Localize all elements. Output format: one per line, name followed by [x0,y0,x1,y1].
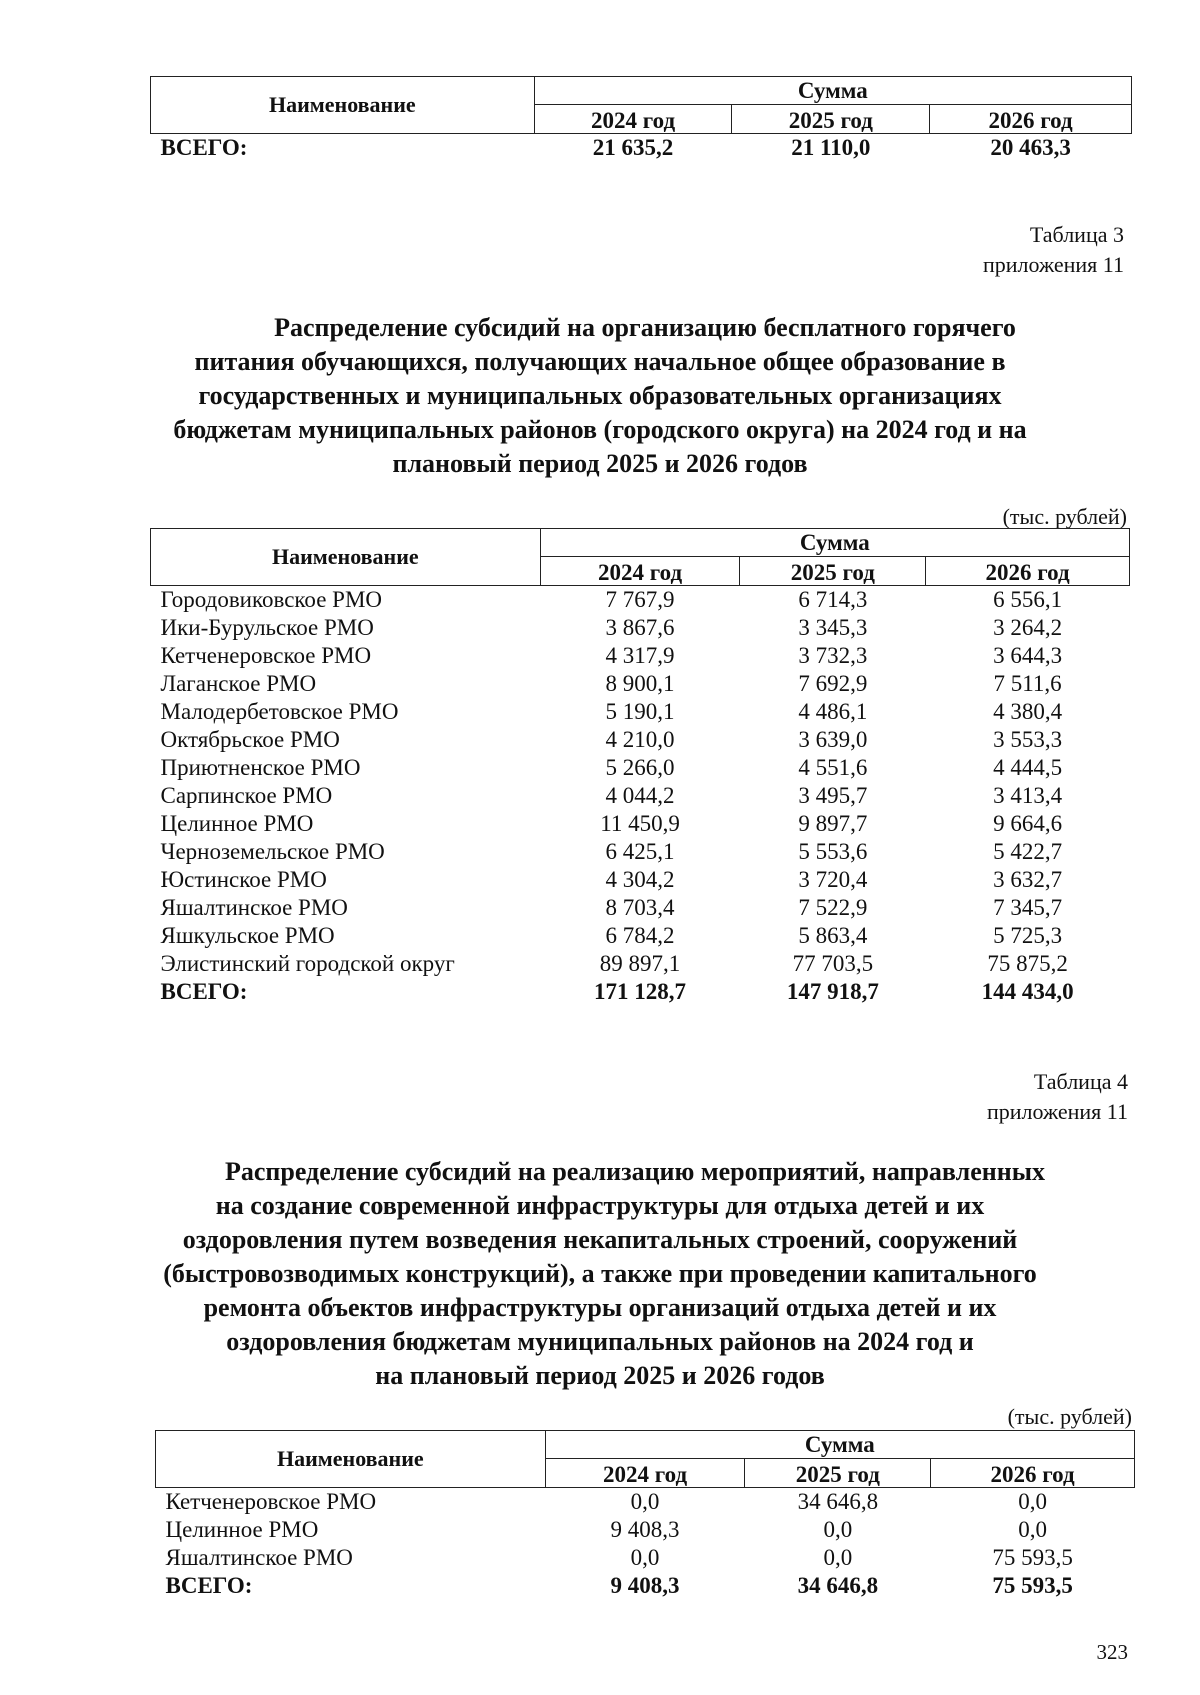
table4 [155,1430,1135,1600]
row-value-2026: 3 632,7 [993,867,1063,892]
row-name: Юстинское РМО [160,867,327,892]
table-row [151,838,1130,866]
row-value-2026: 3 264,2 [993,615,1063,640]
row-value-2025: 3 639,0 [798,727,868,752]
total-row [156,1572,1135,1600]
table3-title-line: бюджетам муниципальных районов (городского округа) на 2024 год и на [173,415,1027,444]
row-value-2024: 9 408,3 [610,1517,680,1542]
row-name: Целинное РМО [160,811,314,836]
row-value-2024: 8 900,1 [605,671,675,696]
row-value-2025: 77 703,5 [792,951,874,976]
table-row [151,922,1130,950]
row-value-2025: 3 345,3 [798,615,868,640]
total-2024: 171 128,7 [594,979,687,1004]
table4-units: (тыс. рублей) [1007,1404,1132,1429]
total-2026: 144 434,0 [981,979,1074,1004]
row-name: Кетченеровское РМО [165,1489,377,1515]
table-row [156,1516,1135,1544]
total-2024: 9 408,3 [610,1573,680,1598]
row-value-2026: 0,0 [1018,1517,1047,1542]
row-value-2025: 34 646,8 [797,1489,879,1515]
row-name: Городовиковское РМО [160,587,383,613]
table3-title-line: государственных и муниципальных образовательных организациях [198,381,1002,410]
header-year-2025: 2025 год [745,1459,931,1488]
row-value-2025: 3 495,7 [798,783,868,808]
row-value-2024: 11 450,9 [600,811,680,836]
row-value-2026: 9 664,6 [993,811,1063,836]
table4-title-line: оздоровления бюджетам муниципальных районов на 2024 год и [226,1327,974,1356]
row-value-2025: 7 522,9 [798,895,868,920]
table-row [156,1544,1135,1572]
row-name: Ики-Бурульское РМО [160,615,374,640]
row-value-2026: 5 422,7 [993,839,1063,864]
row-value-2025: 4 486,1 [798,699,868,724]
row-value-2024: 4 210,0 [605,727,675,752]
table3-units: (тыс. рублей) [1002,504,1127,529]
row-value-2026: 75 593,5 [992,1545,1073,1570]
header-sum: Сумма [545,1431,1134,1459]
table-row [151,894,1130,922]
header-sum: Сумма [534,77,1131,105]
row-value-2026: 7 511,6 [993,671,1062,696]
table-row [151,950,1130,978]
table4-caption-number: Таблица 4 [1033,1069,1128,1094]
row-value-2025: 3 732,3 [798,643,868,668]
row-value-2024: 4 317,9 [605,643,675,668]
total-2025: 147 918,7 [786,979,879,1004]
row-value-2026: 3 413,4 [993,783,1063,808]
row-value-2025: 0,0 [823,1517,853,1542]
header-year-2026: 2026 год [926,557,1130,586]
row-value-2024: 4 044,2 [605,783,675,808]
row-value-2025: 4 551,6 [798,755,868,780]
header-name: Наименование [151,529,541,586]
table4-title-line: (быстровозводимых конструкций), а также при проведении капитального [163,1259,1037,1288]
row-value-2026: 4 444,5 [993,755,1063,780]
table3-title-line: питания обучающихся, получающих начальное общее образование в [194,347,1006,376]
total-2026: 20 463,3 [990,135,1071,161]
header-year-2024: 2024 год [540,557,740,586]
header-year-2026: 2026 год [931,1459,1135,1488]
page-number: 323 [1096,1640,1128,1664]
header-name: Наименование [156,1431,546,1488]
row-name: Яшкульское РМО [160,923,335,948]
table4-title-line: ремонта объектов инфраструктуры организаций отдыха детей и их [203,1293,997,1322]
table3-title-line: Распределение субсидий на организацию бесплатного горячего [274,313,1016,342]
table-row [151,614,1130,642]
row-value-2024: 5 266,0 [605,755,675,780]
table3-caption-appendix: приложения 11 [982,252,1124,277]
row-value-2024: 6 784,2 [605,923,675,948]
row-value-2024: 3 867,6 [605,615,675,640]
table-row [151,782,1130,810]
table4-title-line: на плановый период 2025 и 2026 годов [375,1361,825,1390]
total-label: ВСЕГО: [160,979,248,1004]
row-value-2024: 0,0 [630,1545,660,1570]
table4-title-line: Распределение субсидий на реализацию мероприятий, направленных [224,1157,1045,1186]
row-value-2026: 3 644,3 [993,643,1063,668]
table-row [151,754,1130,782]
total-label: ВСЕГО: [165,1573,253,1598]
header-year-2025: 2025 год [740,557,926,586]
table-row [151,670,1130,698]
row-value-2026: 3 553,3 [993,727,1063,752]
header-year-2026: 2026 год [930,105,1132,134]
table4-caption [987,1067,1128,1127]
row-name: Малодербетовское РМО [160,699,399,724]
row-value-2024: 4 304,2 [605,867,675,892]
row-value-2025: 5 553,6 [798,839,868,864]
header-sum: Сумма [540,529,1129,557]
row-value-2026: 0,0 [1018,1489,1047,1515]
table3-title [100,311,1100,481]
row-name: Элистинский городской округ [160,951,455,976]
row-name: Приютненское РМО [160,755,361,780]
row-value-2026: 4 380,4 [993,699,1063,724]
table4-caption-appendix: приложения 11 [986,1099,1128,1124]
row-value-2024: 8 703,4 [605,895,675,920]
row-value-2024: 0,0 [630,1489,660,1515]
row-name: Сарпинское РМО [160,783,333,808]
row-value-2024: 89 897,1 [599,951,681,976]
row-name: Кетченеровское РМО [160,643,372,668]
table3 [150,528,1130,1006]
top-table [150,76,1132,162]
row-name: Яшалтинское РМО [165,1545,353,1570]
row-value-2025: 0,0 [823,1545,853,1570]
row-name: Целинное РМО [165,1517,319,1542]
table-row [151,698,1130,726]
row-value-2024: 7 767,9 [605,587,675,613]
row-name: Октябрьское РМО [160,727,340,752]
table-row [156,1488,1135,1516]
total-label: ВСЕГО: [160,135,248,161]
table-row [151,642,1130,670]
row-value-2025: 6 714,3 [798,587,868,613]
row-value-2026: 6 556,1 [993,587,1063,613]
total-2026: 75 593,5 [992,1573,1073,1598]
table-row [151,866,1130,894]
table3-caption [983,220,1124,280]
total-row [151,978,1130,1006]
row-name: Яшалтинское РМО [160,895,348,920]
row-value-2025: 9 897,7 [798,811,868,836]
table-row [151,726,1130,754]
total-2024: 21 635,2 [592,135,674,161]
row-name: Лаганское РМО [160,671,317,696]
header-year-2024: 2024 год [545,1459,745,1488]
table3-caption-number: Таблица 3 [1029,222,1124,247]
header-year-2025: 2025 год [732,105,930,134]
header-name: Наименование [151,77,535,134]
row-value-2024: 5 190,1 [605,699,675,724]
total-2025: 21 110,0 [791,135,871,161]
row-value-2025: 5 863,4 [798,923,868,948]
row-value-2025: 3 720,4 [798,867,868,892]
table-row [151,810,1130,838]
row-value-2024: 6 425,1 [605,839,675,864]
row-value-2026: 7 345,7 [993,895,1063,920]
total-2025: 34 646,8 [797,1573,879,1598]
total-row [151,134,1132,162]
table4-title-line: на создание современной инфраструктуры для отдыха детей и их [215,1191,985,1220]
row-value-2026: 75 875,2 [987,951,1068,976]
header-year-2024: 2024 год [534,105,732,134]
row-name: Черноземельское РМО [160,839,385,864]
table3-title-line: плановый период 2025 и 2026 годов [392,449,808,478]
table4-title-line: оздоровления путем возведения некапитальных строений, сооружений [182,1225,1018,1254]
row-value-2026: 5 725,3 [993,923,1063,948]
table-row [151,586,1130,614]
table4-title [100,1155,1100,1393]
row-value-2025: 7 692,9 [798,671,868,696]
